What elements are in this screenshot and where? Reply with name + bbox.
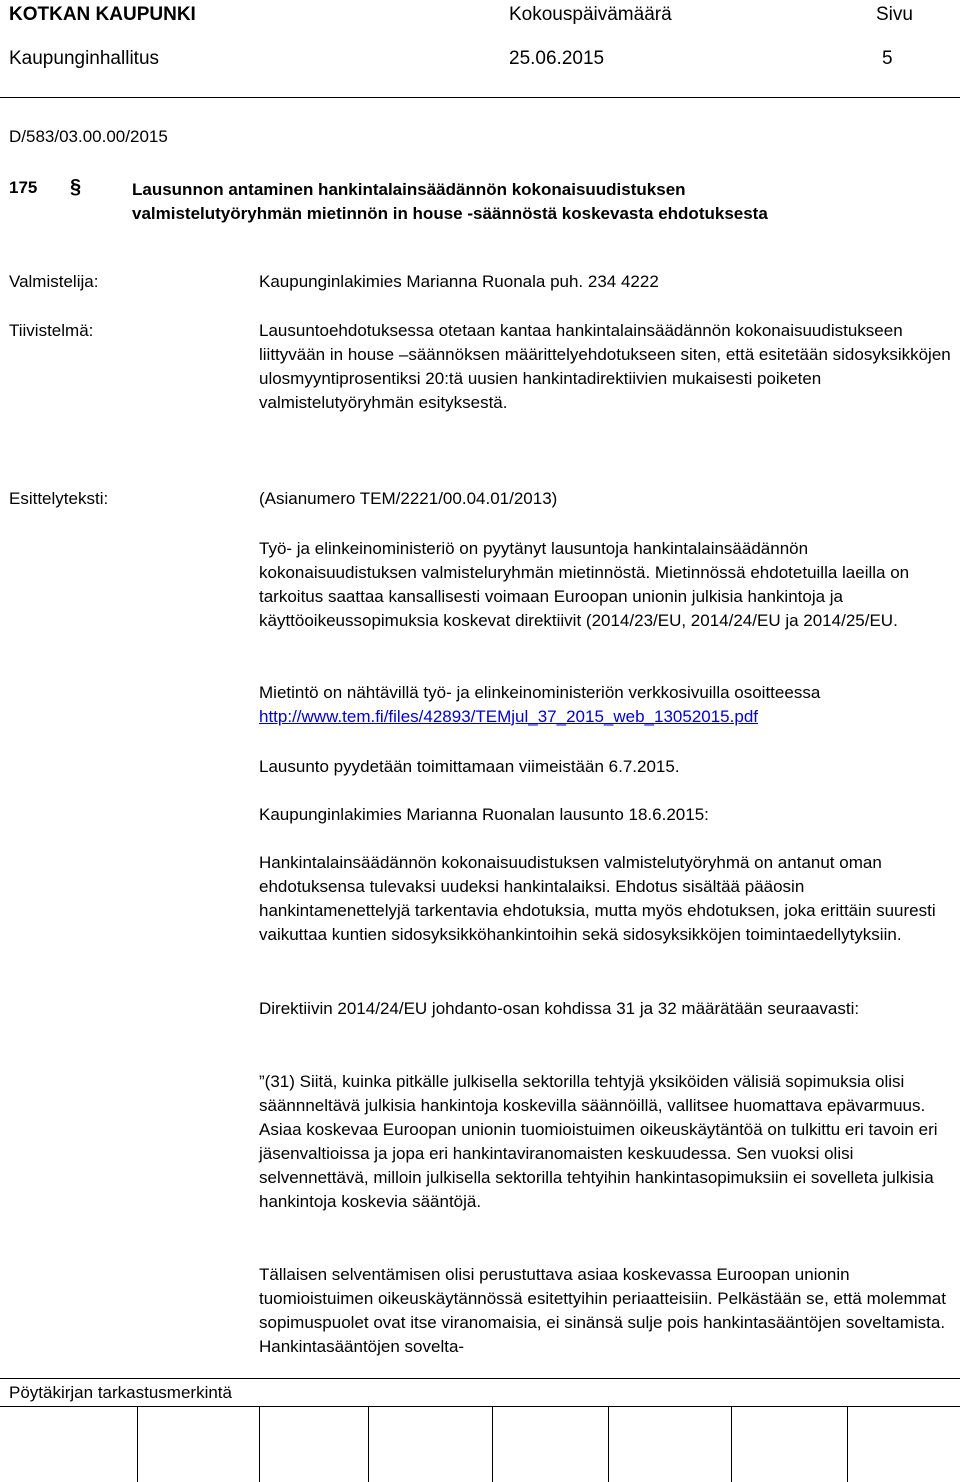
footer-grid-line [368, 1407, 369, 1482]
footer-grid-line [608, 1407, 609, 1482]
paragraph-8-text: Tällaisen selventämisen olisi perustuttava asiaa koskevassa Euroopan unionin tuomioistuimen oikeuskäytännössä esitettyihin periaatteisiin. Pelkästään se, että molemmat sopimuspuolet ovat itse viranomaisia, ei sinänsä sulje pois hankintasääntöjen soveltamista. Hankintasääntöjen sovelta- [259, 1265, 946, 1356]
section-title [132, 178, 952, 226]
paragraph-7-text: ”(31) Siitä, kuinka pitkälle julkisella sektorilla tehtyjä yksiköiden välisiä sopimuksia olisi säännneltävä julkisia hankintoja koskevilla säännöillä, vallitsee huomattava epävarmuus. Asiaa koskevaa Euroopan unionin tuomioistuimen oikeuskäytäntöä on tulkittu eri tavoin eri jäsenvaltioissa ja jopa eri hankintaviranomaisten keskuudessa. Sen vuoksi olisi selvennettävä, milloin julkisella sektorilla tehtyihin hankintasopimuksiin ei sovelleta julkisia hankintoja koskevia sääntöjä. [259, 1072, 938, 1211]
diary-number: D/583/03.00.00/2015 [9, 127, 168, 146]
footer-grid-line [847, 1407, 848, 1482]
paragraph-5-text: Hankintalainsäädännön kokonaisuudistuksen valmistelutyöryhmä on antanut oman ehdotuksensa tulevaksi uudeksi hankintalaiksi. Ehdotus sisältää pääosin hankintamenettelyjä tarkentavia ehdotuksia, mutta myös ehdotuksen, joka erittäin suuresti vaikuttaa kuntien sidosyksikköhankintoihin sekä sidosyksikköjen toimintaedellytyksiin. [259, 853, 936, 944]
footer-grid-line [137, 1407, 138, 1482]
city-name: KOTKAN KAUPUNKI [9, 4, 196, 25]
footer-grid-line [259, 1407, 260, 1482]
mietinto-link[interactable]: http://www.tem.fi/files/42893/TEMjul_37_2015_web_13052015.pdf [259, 707, 758, 726]
case-number-text: (Asianumero TEM/2221/00.04.01/2013) [259, 489, 558, 508]
presentation-paragraph-5 [259, 851, 959, 947]
summary-body [259, 319, 957, 415]
paragraph-2-text: Mietintö on nähtävillä työ- ja elinkeinoministeriön verkkosivuilla osoitteessa [259, 683, 821, 702]
presentation-paragraph-1 [259, 537, 959, 633]
paragraph-1-text: Työ- ja elinkeinoministeriö on pyytänyt lausuntoja hankintalainsäädännön kokonaisuudistuksen valmisteluryhmän mietinnöstä. Mietinnössä ehdotetuilla laeilla on tarkoitus saattaa kansallisesti voimaan Euroopan unionin julkisia hankintoja ja käyttöoikeussopimuksia koskevat direktiivit (2014/23/EU, 2014/24/EU ja 2014/25/EU. [259, 539, 910, 630]
header-divider [0, 97, 960, 98]
footer-grid-top [0, 1406, 960, 1407]
presentation-paragraph-2 [259, 681, 959, 729]
footer-divider [0, 1378, 960, 1379]
page-number: 5 [882, 48, 893, 69]
meeting-date-label: Kokouspäivämäärä [509, 4, 672, 25]
minutes-check-label: Pöytäkirjan tarkastusmerkintä [9, 1383, 232, 1402]
page-label: Sivu [876, 4, 913, 25]
summary-label: Tiivistelmä: [9, 321, 94, 340]
footer-grid-line [492, 1407, 493, 1482]
paragraph-3-text: Lausunto pyydetään toimittamaan viimeistään 6.7.2015. [259, 757, 680, 776]
section-title-line2: valmistelutyöryhmän mietinnön in house -säännöstä koskevasta ehdotuksesta [132, 204, 768, 223]
preparer-label: Valmistelija: [9, 272, 99, 291]
preparer-value [259, 270, 959, 294]
paragraph-4-text: Kaupunginlakimies Marianna Ruonalan lausunto 18.6.2015: [259, 805, 709, 824]
meeting-date: 25.06.2015 [509, 48, 605, 69]
paragraph-6-text: Direktiivin 2014/24/EU johdanto-osan kohdissa 31 ja 32 määrätään seuraavasti: [259, 999, 860, 1018]
summary-text: Lausuntoehdotuksessa otetaan kantaa hankintalainsäädännön kokonaisuudistukseen liittyvään in house –säännöksen määrittelyehdotukseen siten, että esitetään sidosyksikköjen ulosmyyntiprosentiksi 20:tä uusien hankintadirektiivien mukaisesti poiketen valmistelutyöryhmän esityksestä. [259, 321, 951, 412]
preparer-text: Kaupunginlakimies Marianna Ruonala puh. 234 4222 [259, 272, 659, 291]
section-title-line1: Lausunnon antaminen hankintalainsäädännön kokonaisuudistuksen [132, 180, 686, 199]
presentation-case-number [259, 487, 959, 511]
presentation-paragraph-6 [259, 997, 959, 1021]
presentation-label: Esittelyteksti: [9, 489, 109, 508]
governing-body: Kaupunginhallitus [9, 48, 160, 69]
footer-grid-line [731, 1407, 732, 1482]
presentation-paragraph-3 [259, 755, 959, 779]
presentation-quote-32 [259, 1263, 959, 1359]
presentation-quote-31 [259, 1070, 959, 1214]
presentation-paragraph-4 [259, 803, 959, 827]
section-number: 175 [9, 178, 38, 197]
section-sign: § [70, 176, 82, 198]
